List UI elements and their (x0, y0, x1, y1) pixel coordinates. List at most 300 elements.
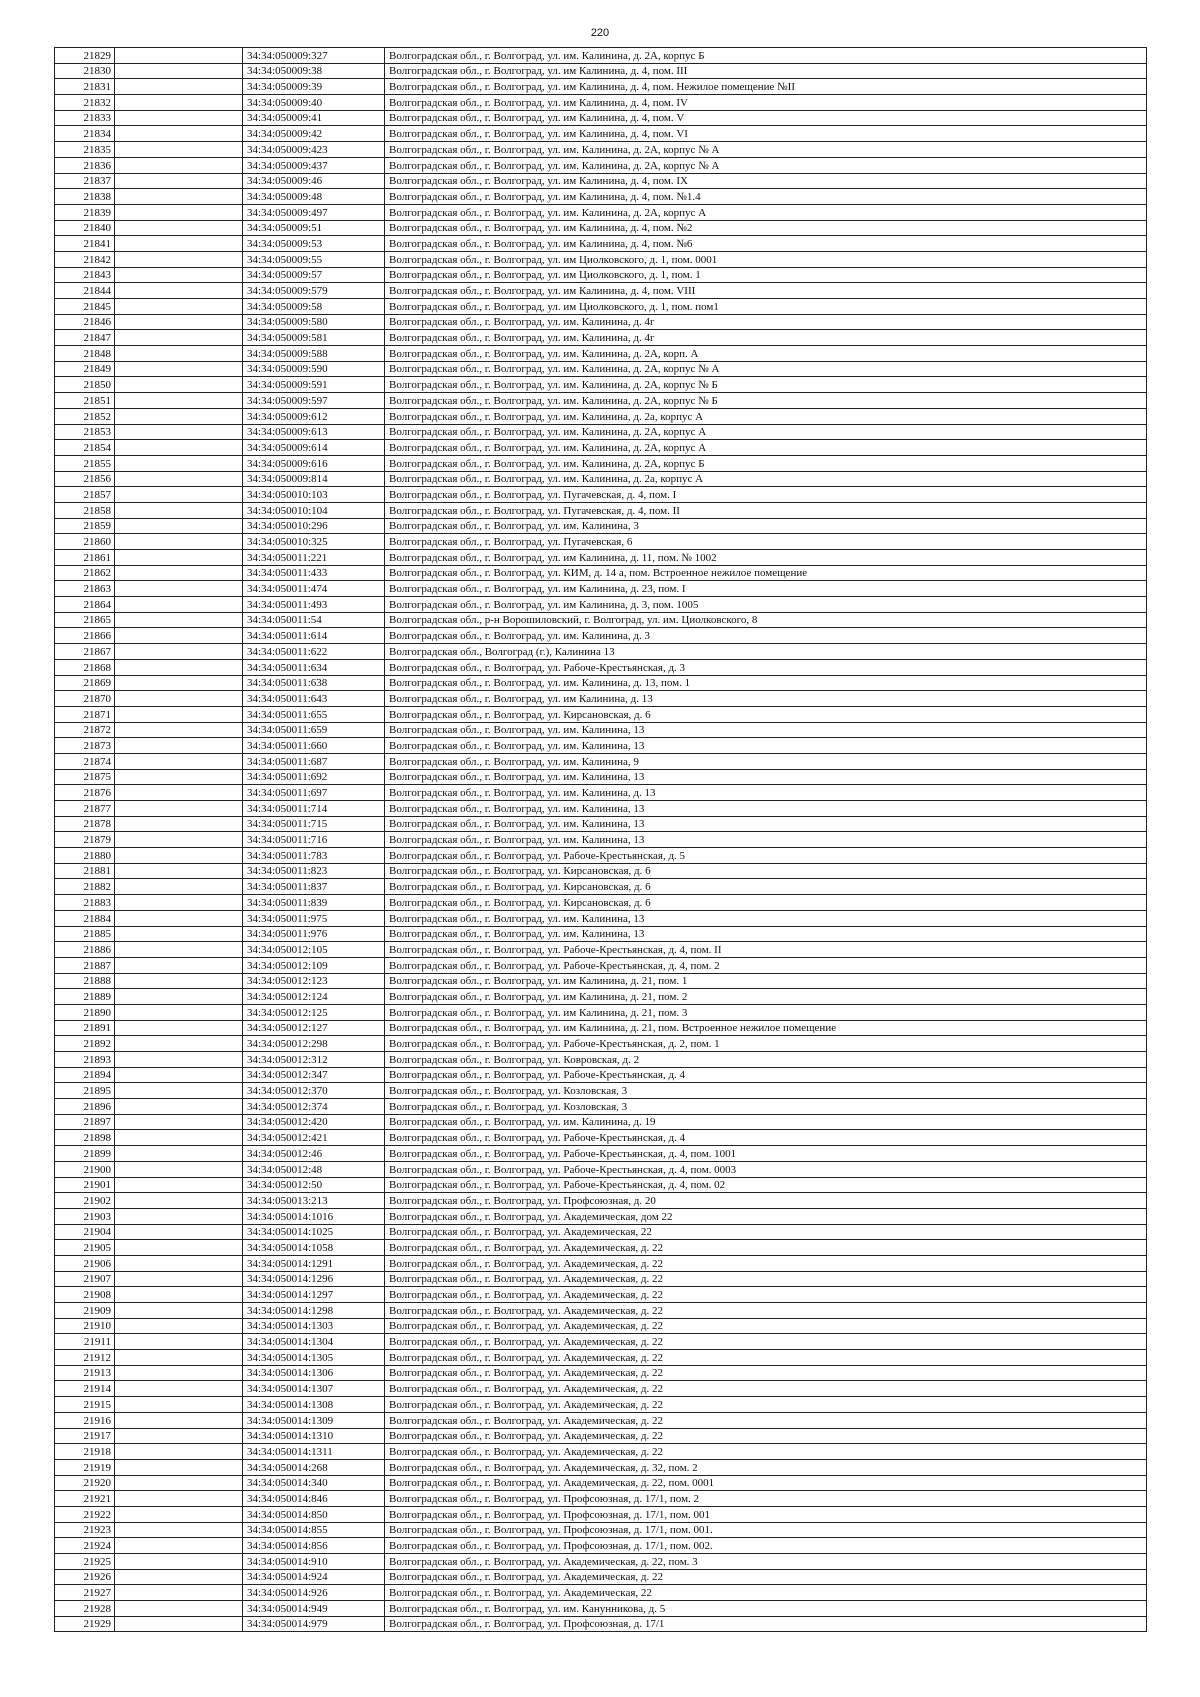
cadastral-number: 34:34:050014:1296 (243, 1271, 385, 1287)
row-number: 21900 (55, 1161, 115, 1177)
row-number: 21839 (55, 204, 115, 220)
row-number: 21920 (55, 1475, 115, 1491)
row-number: 21834 (55, 126, 115, 142)
row-number: 21853 (55, 424, 115, 440)
empty-cell (115, 1240, 243, 1256)
empty-cell (115, 236, 243, 252)
table-row (55, 769, 1147, 785)
empty-cell (115, 848, 243, 864)
row-number: 21907 (55, 1271, 115, 1287)
address: Волгоградская обл., г. Волгоград, ул. им. Калинина, д. 2А, корп. А (385, 346, 1147, 362)
empty-cell (115, 408, 243, 424)
empty-cell (115, 895, 243, 911)
table-row (55, 63, 1147, 79)
row-number: 21865 (55, 612, 115, 628)
address: Волгоградская обл., г. Волгоград, ул. им Циолковского, д. 1, пом. 1 (385, 267, 1147, 283)
empty-cell (115, 957, 243, 973)
table-row (55, 1475, 1147, 1491)
empty-cell (115, 1146, 243, 1162)
table-row (55, 785, 1147, 801)
row-number: 21841 (55, 236, 115, 252)
table-row (55, 1491, 1147, 1507)
empty-cell (115, 518, 243, 534)
address: Волгоградская обл., г. Волгоград, ул. Академическая, д. 22 (385, 1412, 1147, 1428)
empty-cell (115, 110, 243, 126)
cadastral-number: 34:34:050011:638 (243, 675, 385, 691)
address: Волгоградская обл., г. Волгоград, ул. им. Калинина, 13 (385, 816, 1147, 832)
empty-cell (115, 251, 243, 267)
table-row (55, 926, 1147, 942)
table-row (55, 314, 1147, 330)
table-row (55, 1193, 1147, 1209)
cadastral-number: 34:34:050011:975 (243, 910, 385, 926)
empty-cell (115, 1020, 243, 1036)
cadastral-number: 34:34:050011:716 (243, 832, 385, 848)
row-number: 21881 (55, 863, 115, 879)
table-row (55, 1616, 1147, 1632)
row-number: 21833 (55, 110, 115, 126)
address: Волгоградская обл., г. Волгоград, ул. Академическая, д. 22 (385, 1350, 1147, 1366)
row-number: 21844 (55, 283, 115, 299)
empty-cell (115, 1428, 243, 1444)
table-row (55, 1083, 1147, 1099)
cadastral-number: 34:34:050009:46 (243, 173, 385, 189)
table-row (55, 1161, 1147, 1177)
address: Волгоградская обл., г. Волгоград, ул. Рабоче-Крестьянская, д. 4, пом. II (385, 942, 1147, 958)
row-number: 21854 (55, 440, 115, 456)
address: Волгоградская обл., г. Волгоград, ул. им. Калинина, 13 (385, 769, 1147, 785)
empty-cell (115, 659, 243, 675)
empty-cell (115, 612, 243, 628)
row-number: 21852 (55, 408, 115, 424)
cadastral-number: 34:34:050014:1307 (243, 1381, 385, 1397)
cadastral-number: 34:34:050009:51 (243, 220, 385, 236)
cadastral-number: 34:34:050010:296 (243, 518, 385, 534)
address: Волгоградская обл., г. Волгоград, ул. им. Калинина, 9 (385, 753, 1147, 769)
cadastral-number: 34:34:050011:634 (243, 659, 385, 675)
address: Волгоградская обл., г. Волгоград, ул. Рабоче-Крестьянская, д. 4, пом. 02 (385, 1177, 1147, 1193)
table-row (55, 1459, 1147, 1475)
cadastral-number: 34:34:050009:53 (243, 236, 385, 252)
address: Волгоградская обл., г. Волгоград, ул. Профсоюзная, д. 17/1, пом. 001 (385, 1506, 1147, 1522)
table-row (55, 628, 1147, 644)
table-row (55, 832, 1147, 848)
address: Волгоградская обл., г. Волгоград, ул. Академическая, д. 22 (385, 1428, 1147, 1444)
table-row (55, 1569, 1147, 1585)
row-number: 21845 (55, 299, 115, 315)
row-number: 21904 (55, 1224, 115, 1240)
cadastral-number: 34:34:050014:1308 (243, 1397, 385, 1413)
cadastral-number: 34:34:050009:580 (243, 314, 385, 330)
cadastral-number: 34:34:050009:497 (243, 204, 385, 220)
row-number: 21842 (55, 251, 115, 267)
empty-cell (115, 1303, 243, 1319)
cadastral-number: 34:34:050010:325 (243, 534, 385, 550)
table-row (55, 455, 1147, 471)
address: Волгоградская обл., г. Волгоград, ул. Пугачевская, д. 4, пом. I (385, 487, 1147, 503)
cadastral-number: 34:34:050012:109 (243, 957, 385, 973)
empty-cell (115, 879, 243, 895)
table-row (55, 1177, 1147, 1193)
cadastral-number: 34:34:050009:40 (243, 95, 385, 111)
row-number: 21836 (55, 157, 115, 173)
address: Волгоградская обл., г. Волгоград, ул. Академическая, д. 32, пом. 2 (385, 1459, 1147, 1475)
empty-cell (115, 1585, 243, 1601)
cadastral-number: 34:34:050014:846 (243, 1491, 385, 1507)
address: Волгоградская обл., г. Волгоград, ул. Академическая, д. 22 (385, 1303, 1147, 1319)
cadastral-number: 34:34:050012:420 (243, 1114, 385, 1130)
row-number: 21851 (55, 393, 115, 409)
table-row (55, 1397, 1147, 1413)
table-row (55, 393, 1147, 409)
address: Волгоградская обл., г. Волгоград, ул. Рабоче-Крестьянская, д. 5 (385, 848, 1147, 864)
empty-cell (115, 424, 243, 440)
table-row (55, 942, 1147, 958)
address: Волгоградская обл., г. Волгоград, ул. им Калинина, д. 4, пом. V (385, 110, 1147, 126)
empty-cell (115, 1601, 243, 1617)
row-number: 21874 (55, 753, 115, 769)
address: Волгоградская обл., г. Волгоград, ул. им Калинина, д. 21, пом. Встроенное нежилое помещение (385, 1020, 1147, 1036)
empty-cell (115, 346, 243, 362)
empty-cell (115, 1052, 243, 1068)
empty-cell (115, 1224, 243, 1240)
address: Волгоградская обл., г. Волгоград, ул. им. Калинина, д. 2А, корпус А (385, 440, 1147, 456)
row-number: 21835 (55, 142, 115, 158)
table-row (55, 1020, 1147, 1036)
cadastral-number: 34:34:050009:38 (243, 63, 385, 79)
table-row (55, 220, 1147, 236)
cadastral-number: 34:34:050011:643 (243, 691, 385, 707)
property-registry-table (54, 47, 1147, 1632)
table-row (55, 440, 1147, 456)
row-number: 21905 (55, 1240, 115, 1256)
table-row (55, 550, 1147, 566)
row-number: 21848 (55, 346, 115, 362)
cadastral-number: 34:34:050012:124 (243, 989, 385, 1005)
address: Волгоградская обл., г. Волгоград, ул. им. Калинина, 3 (385, 518, 1147, 534)
address: Волгоградская обл., г. Волгоград, ул. Пугачевская, д. 4, пом. II (385, 502, 1147, 518)
row-number: 21922 (55, 1506, 115, 1522)
row-number: 21867 (55, 644, 115, 660)
empty-cell (115, 1412, 243, 1428)
table-row (55, 299, 1147, 315)
table-row (55, 1506, 1147, 1522)
empty-cell (115, 1538, 243, 1554)
table-row (55, 597, 1147, 613)
cadastral-number: 34:34:050012:127 (243, 1020, 385, 1036)
address: Волгоградская обл., г. Волгоград, ул. им Калинина, д. 4, пом. Нежилое помещение №II (385, 79, 1147, 95)
table-row (55, 895, 1147, 911)
empty-cell (115, 1569, 243, 1585)
row-number: 21913 (55, 1365, 115, 1381)
address: Волгоградская обл., г. Волгоград, ул. Академическая, д. 22, пом. 0001 (385, 1475, 1147, 1491)
row-number: 21846 (55, 314, 115, 330)
row-number: 21837 (55, 173, 115, 189)
row-number: 21879 (55, 832, 115, 848)
table-row (55, 95, 1147, 111)
empty-cell (115, 1522, 243, 1538)
table-row (55, 848, 1147, 864)
row-number: 21929 (55, 1616, 115, 1632)
address: Волгоградская обл., г. Волгоград, ул. Кирсановская, д. 6 (385, 879, 1147, 895)
row-number: 21885 (55, 926, 115, 942)
address: Волгоградская обл., г. Волгоград, ул. им Калинина, д. 4, пом. №2 (385, 220, 1147, 236)
cadastral-number: 34:34:050014:1306 (243, 1365, 385, 1381)
row-number: 21899 (55, 1146, 115, 1162)
empty-cell (115, 1161, 243, 1177)
empty-cell (115, 926, 243, 942)
empty-cell (115, 455, 243, 471)
table-row (55, 691, 1147, 707)
empty-cell (115, 95, 243, 111)
cadastral-number: 34:34:050011:687 (243, 753, 385, 769)
address: Волгоградская обл., г. Волгоград, ул. Рабоче-Крестьянская, д. 4 (385, 1067, 1147, 1083)
address: Волгоградская обл., г. Волгоград, ул. им. Калинина, д. 2а, корпус А (385, 408, 1147, 424)
table-row (55, 1036, 1147, 1052)
address: Волгоградская обл., г. Волгоград, ул. Кирсановская, д. 6 (385, 706, 1147, 722)
cadastral-number: 34:34:050014:949 (243, 1601, 385, 1617)
address: Волгоградская обл., г. Волгоград, ул. им. Калинина, д. 3 (385, 628, 1147, 644)
table-row (55, 879, 1147, 895)
row-number: 21829 (55, 48, 115, 64)
cadastral-number: 34:34:050011:839 (243, 895, 385, 911)
cadastral-number: 34:34:050014:1016 (243, 1208, 385, 1224)
table-row (55, 1381, 1147, 1397)
cadastral-number: 34:34:050011:715 (243, 816, 385, 832)
table-row (55, 675, 1147, 691)
table-row (55, 1444, 1147, 1460)
cadastral-number: 34:34:050011:493 (243, 597, 385, 613)
table-row (55, 361, 1147, 377)
table-row (55, 502, 1147, 518)
address: Волгоградская обл., г. Волгоград, ул. Академическая, д. 22 (385, 1240, 1147, 1256)
cadastral-number: 34:34:050014:1025 (243, 1224, 385, 1240)
address: Волгоградская обл., г. Волгоград, ул. им. Калинина, д. 2А, корпус А (385, 424, 1147, 440)
cadastral-number: 34:34:050012:347 (243, 1067, 385, 1083)
cadastral-number: 34:34:050014:850 (243, 1506, 385, 1522)
empty-cell (115, 816, 243, 832)
cadastral-number: 34:34:050012:125 (243, 1004, 385, 1020)
empty-cell (115, 534, 243, 550)
table-row (55, 157, 1147, 173)
address: Волгоградская обл., г. Волгоград, ул. Козловская, 3 (385, 1099, 1147, 1115)
cadastral-number: 34:34:050014:856 (243, 1538, 385, 1554)
row-number: 21908 (55, 1287, 115, 1303)
cadastral-number: 34:34:050009:437 (243, 157, 385, 173)
row-number: 21912 (55, 1350, 115, 1366)
cadastral-number: 34:34:050011:655 (243, 706, 385, 722)
table-row (55, 408, 1147, 424)
table-row (55, 989, 1147, 1005)
empty-cell (115, 1083, 243, 1099)
address: Волгоградская обл., г. Волгоград, ул. Профсоюзная, д. 17/1, пом. 002. (385, 1538, 1147, 1554)
table-row (55, 973, 1147, 989)
empty-cell (115, 1350, 243, 1366)
cadastral-number: 34:34:050009:614 (243, 440, 385, 456)
empty-cell (115, 487, 243, 503)
table-row (55, 1130, 1147, 1146)
cadastral-number: 34:34:050012:374 (243, 1099, 385, 1115)
row-number: 21838 (55, 189, 115, 205)
cadastral-number: 34:34:050009:327 (243, 48, 385, 64)
table-row (55, 565, 1147, 581)
empty-cell (115, 628, 243, 644)
empty-cell (115, 1004, 243, 1020)
cadastral-number: 34:34:050009:613 (243, 424, 385, 440)
cadastral-number: 34:34:050012:421 (243, 1130, 385, 1146)
row-number: 21850 (55, 377, 115, 393)
row-number: 21921 (55, 1491, 115, 1507)
address: Волгоградская обл., г. Волгоград, ул. им. Калинина, д. 2А, корпус № А (385, 142, 1147, 158)
cadastral-number: 34:34:050009:590 (243, 361, 385, 377)
table-row (55, 1146, 1147, 1162)
empty-cell (115, 1067, 243, 1083)
empty-cell (115, 801, 243, 817)
empty-cell (115, 1114, 243, 1130)
row-number: 21889 (55, 989, 115, 1005)
cadastral-number: 34:34:050011:660 (243, 738, 385, 754)
cadastral-number: 34:34:050014:1058 (243, 1240, 385, 1256)
empty-cell (115, 1554, 243, 1570)
row-number: 21896 (55, 1099, 115, 1115)
cadastral-number: 34:34:050011:54 (243, 612, 385, 628)
cadastral-number: 34:34:050014:1305 (243, 1350, 385, 1366)
address: Волгоградская обл., г. Волгоград, ул. им Циолковского, д. 1, пом. пом1 (385, 299, 1147, 315)
cadastral-number: 34:34:050009:612 (243, 408, 385, 424)
address: Волгоградская обл., г. Волгоград, ул. им. Калинина, д. 19 (385, 1114, 1147, 1130)
table-row (55, 173, 1147, 189)
cadastral-number: 34:34:050014:855 (243, 1522, 385, 1538)
row-number: 21906 (55, 1255, 115, 1271)
address: Волгоградская обл., г. Волгоград, ул. Академическая, 22 (385, 1585, 1147, 1601)
address: Волгоградская обл., г. Волгоград, ул. Академическая, д. 22 (385, 1318, 1147, 1334)
table-row (55, 863, 1147, 879)
row-number: 21875 (55, 769, 115, 785)
empty-cell (115, 706, 243, 722)
row-number: 21855 (55, 455, 115, 471)
address: Волгоградская обл., г. Волгоград, ул. им. Калинина, д. 2А, корпус № А (385, 157, 1147, 173)
cadastral-number: 34:34:050014:1297 (243, 1287, 385, 1303)
table-row (55, 142, 1147, 158)
cadastral-number: 34:34:050014:924 (243, 1569, 385, 1585)
row-number: 21924 (55, 1538, 115, 1554)
address: Волгоградская обл., г. Волгоград, ул. им Калинина, д. 21, пом. 2 (385, 989, 1147, 1005)
table-row (55, 110, 1147, 126)
cadastral-number: 34:34:050009:579 (243, 283, 385, 299)
table-row (55, 126, 1147, 142)
empty-cell (115, 1177, 243, 1193)
row-number: 21911 (55, 1334, 115, 1350)
address: Волгоградская обл., г. Волгоград, ул. им. Калинина, 13 (385, 801, 1147, 817)
empty-cell (115, 361, 243, 377)
cadastral-number: 34:34:050014:1304 (243, 1334, 385, 1350)
empty-cell (115, 377, 243, 393)
empty-cell (115, 204, 243, 220)
cadastral-number: 34:34:050011:614 (243, 628, 385, 644)
cadastral-number: 34:34:050014:1298 (243, 1303, 385, 1319)
address: Волгоградская обл., г. Волгоград, ул. Рабоче-Крестьянская, д. 4, пом. 0003 (385, 1161, 1147, 1177)
address: Волгоградская обл., г. Волгоград, ул. Профсоюзная, д. 17/1, пом. 2 (385, 1491, 1147, 1507)
empty-cell (115, 1506, 243, 1522)
address: Волгоградская обл., г. Волгоград, ул. им Калинина, д. 23, пом. I (385, 581, 1147, 597)
address: Волгоградская обл., г. Волгоград, ул. им. Калинина, д. 2А, корпус Б (385, 455, 1147, 471)
table-row (55, 816, 1147, 832)
row-number: 21847 (55, 330, 115, 346)
row-number: 21862 (55, 565, 115, 581)
cadastral-number: 34:34:050011:976 (243, 926, 385, 942)
address: Волгоградская обл., г. Волгоград, ул. Академическая, д. 22 (385, 1271, 1147, 1287)
address: Волгоградская обл., г. Волгоград, ул. им Калинина, д. 21, пом. 1 (385, 973, 1147, 989)
row-number: 21843 (55, 267, 115, 283)
row-number: 21832 (55, 95, 115, 111)
row-number: 21926 (55, 1569, 115, 1585)
address: Волгоградская обл., г. Волгоград, ул. Академическая, д. 22 (385, 1397, 1147, 1413)
empty-cell (115, 1459, 243, 1475)
address: Волгоградская обл., г. Волгоград, ул. им. Калинина, д. 2А, корпус А (385, 204, 1147, 220)
cadastral-number: 34:34:050014:340 (243, 1475, 385, 1491)
cadastral-number: 34:34:050014:926 (243, 1585, 385, 1601)
cadastral-number: 34:34:050013:213 (243, 1193, 385, 1209)
row-number: 21895 (55, 1083, 115, 1099)
cadastral-number: 34:34:050011:697 (243, 785, 385, 801)
empty-cell (115, 79, 243, 95)
empty-cell (115, 502, 243, 518)
empty-cell (115, 63, 243, 79)
address: Волгоградская обл., г. Волгоград, ул. Кирсановская, д. 6 (385, 895, 1147, 911)
row-number: 21864 (55, 597, 115, 613)
row-number: 21892 (55, 1036, 115, 1052)
address: Волгоградская обл., г. Волгоград, ул. Пугачевская, 6 (385, 534, 1147, 550)
row-number: 21888 (55, 973, 115, 989)
empty-cell (115, 1444, 243, 1460)
table-row (55, 534, 1147, 550)
table-row (55, 1271, 1147, 1287)
row-number: 21893 (55, 1052, 115, 1068)
empty-cell (115, 1491, 243, 1507)
table-row (55, 1601, 1147, 1617)
empty-cell (115, 173, 243, 189)
table-row (55, 1350, 1147, 1366)
cadastral-number: 34:34:050009:423 (243, 142, 385, 158)
empty-cell (115, 1208, 243, 1224)
table-row (55, 1522, 1147, 1538)
table-row (55, 1114, 1147, 1130)
address: Волгоградская обл., г. Волгоград, ул. им. Калинина, д. 2а, корпус А (385, 471, 1147, 487)
cadastral-number: 34:34:050012:123 (243, 973, 385, 989)
address: Волгоградская обл., г. Волгоград, ул. им. Калинина, д. 2А, корпус № Б (385, 377, 1147, 393)
cadastral-number: 34:34:050009:616 (243, 455, 385, 471)
empty-cell (115, 722, 243, 738)
cadastral-number: 34:34:050011:692 (243, 769, 385, 785)
row-number: 21866 (55, 628, 115, 644)
address: Волгоградская обл., г. Волгоград, ул. им. Калинина, 13 (385, 926, 1147, 942)
cadastral-number: 34:34:050014:1309 (243, 1412, 385, 1428)
cadastral-number: 34:34:050011:783 (243, 848, 385, 864)
address: Волгоградская обл., г. Волгоград, ул. Кирсановская, д. 6 (385, 863, 1147, 879)
table-row (55, 1554, 1147, 1570)
cadastral-number: 34:34:050011:823 (243, 863, 385, 879)
row-number: 21917 (55, 1428, 115, 1444)
address: Волгоградская обл., г. Волгоград, ул. им Калинина, д. 4, пом. VIII (385, 283, 1147, 299)
table-row (55, 1365, 1147, 1381)
table-row (55, 1004, 1147, 1020)
address: Волгоградская обл., г. Волгоград, ул. Профсоюзная, д. 17/1 (385, 1616, 1147, 1632)
row-number: 21918 (55, 1444, 115, 1460)
address: Волгоградская обл., г. Волгоград, ул. им. Калинина, д. 2А, корпус № А (385, 361, 1147, 377)
empty-cell (115, 1193, 243, 1209)
table-row (55, 518, 1147, 534)
table-row (55, 283, 1147, 299)
